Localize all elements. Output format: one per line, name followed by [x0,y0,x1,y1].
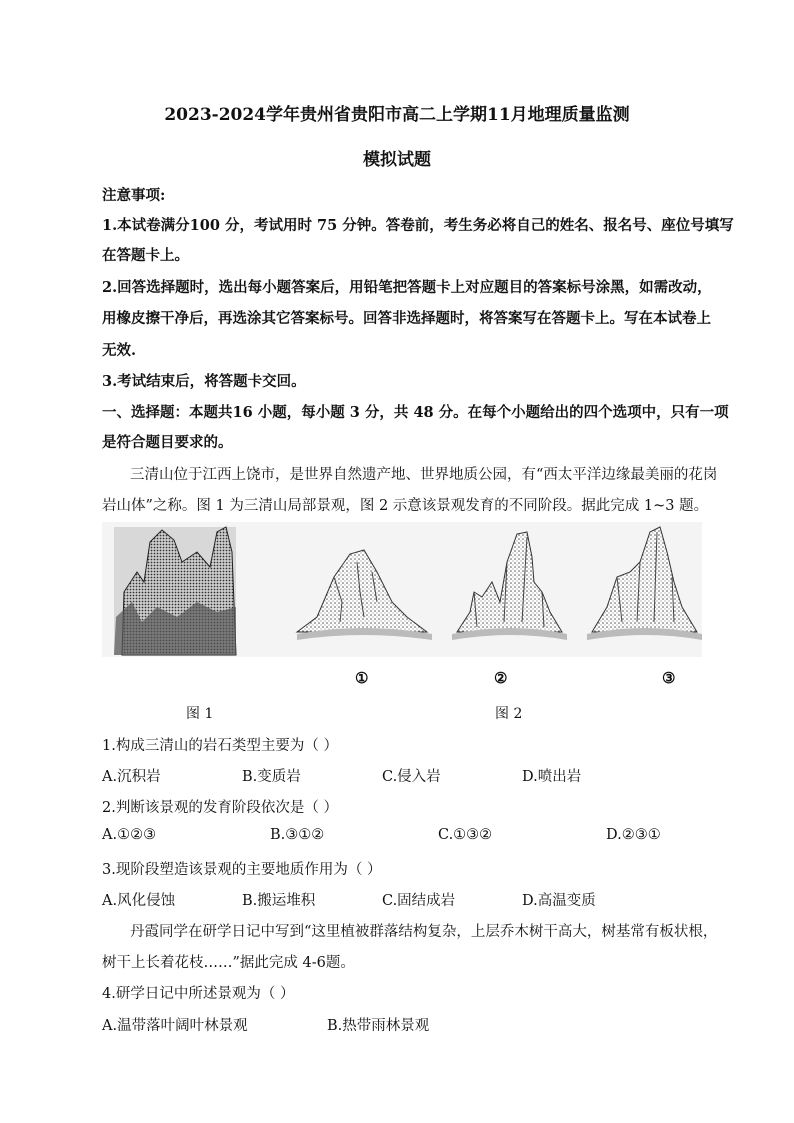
q3-option-a: A.风化侵蚀 [102,893,176,909]
stage-1-marker: ① [355,669,369,687]
question-2: 2.判断该景观的发育阶段依次是（ ） [102,800,338,816]
q3-option-b: B.搬运堆积 [242,893,316,909]
q2-option-d: D.②③① [606,827,661,843]
q1-option-b: B.变质岩 [242,769,301,785]
notice-item-3: 3.考试结束后，将答题卡交回。 [102,373,306,390]
exam-subtitle: 模拟试题 [363,150,431,170]
notice-item-1-cont: 在答题卡上。 [102,247,189,264]
question-3: 3.现阶段塑造该景观的主要地质作用为（ ） [102,862,382,878]
section-header: 一、选择题：本题共16 小题，每小题 3 分，共 48 分。在每个小题给出的四个选项中，只有一项 [102,404,729,421]
figure-1-photo [114,527,236,655]
passage-1-line-2: 岩山体”之称。图 1 为三清山局部景观，图 2 示意该景观发育的不同阶段。据此完成 1~3 题。 [102,498,709,514]
stage-3-marker: ③ [662,669,676,687]
stage-2-marker: ② [494,669,508,687]
q4-option-a: A.温带落叶阔叶林景观 [102,1018,248,1034]
notice-item-1: 1.本试卷满分100 分，考试用时 75 分钟。答卷前，考生务必将自己的姓名、报名号、座位号填写 [102,217,734,234]
q1-option-a: A.沉积岩 [102,769,161,785]
q3-option-d: D.高温变质 [522,893,596,909]
passage-2-line-2: 树干上长着花枝……”据此完成 4-6题。 [102,955,355,971]
q2-option-b: B.③①② [270,827,325,843]
question-1: 1.构成三清山的岩石类型主要为（ ） [102,738,338,754]
figure-illustrations [102,522,702,662]
figure-2-label: 图 2 [495,706,523,722]
figure-1-label: 图 1 [186,706,214,722]
figure-area [102,522,702,662]
notice-heading: 注意事项: [102,187,166,204]
notice-item-2-end: 无效. [102,342,137,359]
q2-option-c: C.①③② [438,827,493,843]
passage-2-line-1: 丹霞同学在研学日记中写到“这里植被群落结构复杂，上层乔木树干高大，树基常有板状根， [130,924,718,940]
passage-1-line-1: 三清山位于江西上饶市，是世界自然遗产地、世界地质公园，有“西太平洋边缘最美丽的花岗 [130,467,718,483]
q2-option-a: A.①②③ [102,827,157,843]
question-4: 4.研学日记中所述景观为（ ） [102,986,295,1002]
exam-title: 2023-2024学年贵州省贵阳市高二上学期11月地理质量监测 [164,105,630,125]
q4-option-b: B.热带雨林景观 [327,1018,430,1034]
notice-item-2-cont: 用橡皮擦干净后，再选涂其它答案标号。回答非选择题时，将答案写在答题卡上。写在本试卷上 [102,310,711,327]
q1-option-d: D.喷出岩 [522,769,582,785]
q1-option-c: C.侵入岩 [382,769,441,785]
section-header-cont: 是符合题目要求的。 [102,434,233,451]
notice-item-2: 2.回答选择题时，选出每小题答案后，用铅笔把答题卡上对应题目的答案标号涂黑，如需改动， [102,279,712,296]
q3-option-c: C.固结成岩 [382,893,456,909]
